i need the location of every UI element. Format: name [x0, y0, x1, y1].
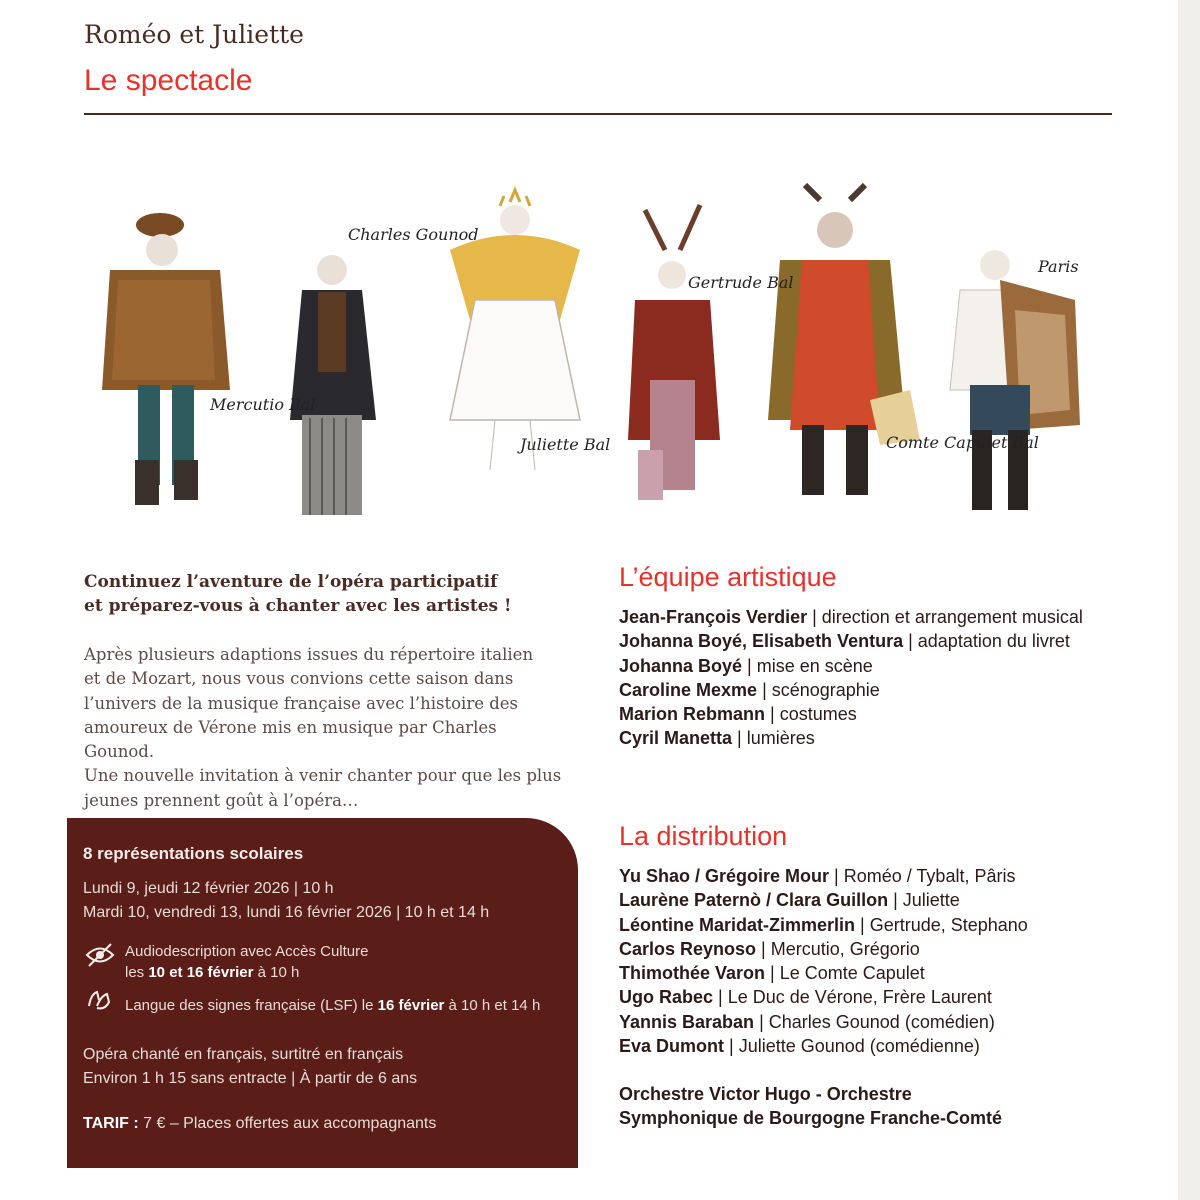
label-gertrude: Gertrude Bal [688, 273, 794, 292]
intro-line: Après plusieurs adaptions issues du répertoire italien [84, 645, 534, 664]
intro-body [84, 643, 564, 813]
orchestra [619, 1082, 1139, 1131]
label-gounod: Charles Gounod [348, 225, 479, 244]
label-juliette: Juliette Bal [520, 435, 611, 454]
intro-line: et de Mozart, nous vous convions cette saison dans [84, 669, 514, 689]
cast-row: Léontine Maridat-Zimmerlin | Gertrude, Stephano [619, 914, 1028, 935]
orchestra-line: Symphonique de Bourgogne Franche-Comté [619, 1108, 1003, 1129]
page-kicker: Roméo et Juliette [84, 20, 304, 49]
cast-row: Laurène Paternò / Clara Guillon | Juliette [619, 890, 960, 911]
cast-row: Eva Dumont | Juliette Gounod (comédienne) [619, 1036, 980, 1057]
intro-lead-line: Continuez l’aventure de l’opéra participatif [84, 572, 498, 592]
intro-line: l’univers de la musique française avec l’histoire des [84, 693, 519, 713]
label-paris: Paris [1038, 257, 1079, 276]
intro-line: jeunes prennent goût à l’opéra… [84, 790, 359, 810]
cast-row: Thimothée Varon | Le Comte Capulet [619, 963, 925, 984]
cast-heading: La distribution [619, 821, 788, 851]
dates-line-2: Mardi 10, vendredi 13, lundi 16 février 2026 | 10 h et 14 h [83, 904, 490, 921]
performances-box [67, 818, 578, 1168]
cast-list [619, 864, 1139, 1058]
cast-row: Yu Shao / Grégoire Mour | Roméo / Tybalt, Pâris [619, 866, 1016, 886]
opera-info-1: Opéra chanté en français, surtitré en français [83, 1046, 404, 1063]
label-capulet: Comte Capulet Bal [886, 433, 1039, 452]
intro-lead-line: et préparez-vous à chanter avec les artistes ! [84, 596, 512, 616]
team-row: Johanna Boyé, Elisabeth Ventura | adaptation du livret [619, 631, 1070, 652]
sign-language-line: Langue des signes française (LSF) le 16 février à 10 h et 14 h [125, 997, 541, 1014]
sign-language-icon [85, 986, 115, 1012]
intro-lead [84, 570, 564, 618]
dates-line-1: Lundi 9, jeudi 12 février 2026 | 10 h [83, 880, 334, 897]
intro-line: amoureux de Vérone mis en musique par Charles Gounod. [84, 717, 497, 762]
costume-illustration [90, 180, 1110, 530]
box-heading: 8 représentations scolaires [83, 844, 304, 863]
opera-info-2: Environ 1 h 15 sans entracte | À partir de 6 ans [83, 1070, 418, 1087]
label-mercutio: Mercutio Bal [210, 395, 316, 414]
intro-line: Une nouvelle invitation à venir chanter pour que les plus [84, 766, 562, 786]
page-title: Le spectacle [84, 64, 253, 97]
orchestra-line: Orchestre Victor Hugo - Orchestre [619, 1084, 912, 1104]
page-edge [1178, 0, 1200, 1200]
title-rule [84, 113, 1112, 115]
audiodescription-dates: les 10 et 16 février à 10 h [125, 964, 300, 981]
audiodescription-icon [85, 942, 115, 968]
cast-row: Carlos Reynoso | Mercutio, Grégorio [619, 938, 920, 959]
audiodescription-line: Audiodescription avec Accès Culture [125, 943, 369, 960]
team-row: Jean-François Verdier | direction et arrangement musical [619, 607, 1083, 627]
team-heading: L’équipe artistique [619, 562, 837, 592]
team-row: Caroline Mexme | scénographie [619, 679, 880, 700]
figure-mercutio [102, 213, 230, 505]
tarif-line: TARIF : 7 € – Places offertes aux accompagnants [83, 1115, 437, 1132]
figure-paris [950, 250, 1080, 510]
team-row: Cyril Manetta | lumières [619, 728, 815, 749]
team-row: Marion Rebmann | costumes [619, 704, 857, 725]
team-row: Johanna Boyé | mise en scène [619, 655, 873, 676]
figure-gertrude [628, 205, 720, 500]
cast-row: Ugo Rabec | Le Duc de Vérone, Frère Laurent [619, 987, 992, 1008]
figure-gounod [290, 255, 376, 515]
team-list [619, 605, 1139, 751]
cast-row: Yannis Baraban | Charles Gounod (comédien) [619, 1011, 995, 1032]
